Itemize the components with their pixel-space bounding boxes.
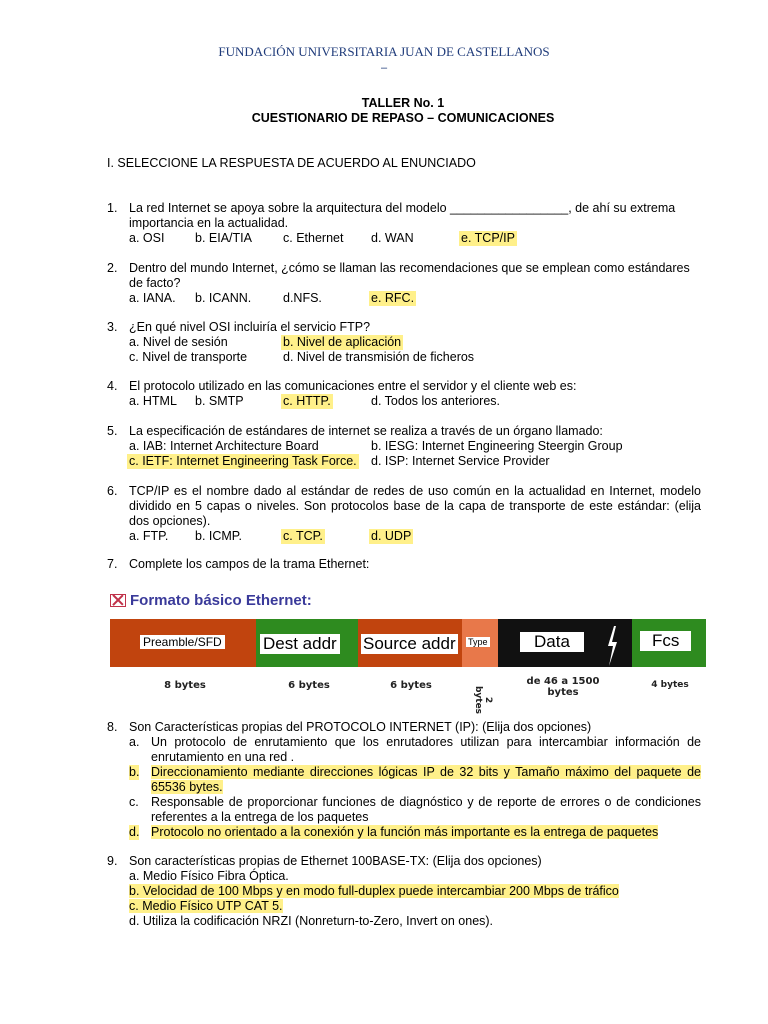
question-7 <box>107 557 701 572</box>
option-a: a. OSI <box>129 231 165 245</box>
option-e-answer: e. RFC. <box>371 291 415 305</box>
option-a: a. HTML <box>129 394 177 408</box>
option-d: d. Nivel de transmisión de ficheros <box>283 350 475 364</box>
question-number: 6. <box>107 484 118 498</box>
option-a: a. IANA. <box>129 291 176 305</box>
option-c: c. Responsable de proporcionar funciones de diagnóstico y de reporte de errores o de condiciones referentes a la entrega de los paquetes <box>129 795 701 824</box>
field-label-type: Type <box>468 637 488 647</box>
option-b: b. EIA/TIA <box>195 231 252 245</box>
frame-field-type <box>462 619 498 667</box>
option-b-answer: b. Velocidad de 100 Mbps y en modo full-duplex puede intercambiar 200 Mbps de tráfico <box>129 884 619 898</box>
option-d-answer: d. UDP <box>371 529 412 543</box>
question-number: 9. <box>107 854 118 868</box>
frame-field-preamble <box>110 619 256 667</box>
option-a: a. Un protocolo de enrutamiento que los enrutadores utilizan para intercambiar información de enrutamiento en una red . <box>129 735 701 764</box>
question-text: La especificación de estándares de internet se realiza a través de un órgano llamado: <box>129 424 603 438</box>
question-number: 3. <box>107 320 118 334</box>
question-text: TCP/IP es el nombre dado al estándar de redes de uso común en la actualidad en Internet, modelo dividido en 5 capas o niveles. Son protocolos base de la capa de transporte de este estándar: (elija dos opciones). <box>129 484 701 528</box>
size-dest: 6 bytes <box>288 680 330 691</box>
option-c-answer: c. HTTP. <box>283 394 331 408</box>
header-dash: – <box>380 62 388 74</box>
answer-blank: _________________ <box>450 201 569 215</box>
option-a: a. Medio Físico Fibra Óptica. <box>129 869 289 883</box>
question-number: 4. <box>107 379 118 393</box>
question-text: Complete los campos de la trama Ethernet: <box>129 557 370 571</box>
document-subtitle: CUESTIONARIO DE REPASO – COMUNICACIONES <box>251 111 555 125</box>
question-2 <box>107 261 701 306</box>
options-row <box>129 291 701 306</box>
option-e-answer: e. TCP/IP <box>461 231 515 245</box>
option-c-answer: c. TCP. <box>283 529 323 543</box>
ethernet-frame-diagram <box>110 619 706 667</box>
option-d: d. Todos los anteriores. <box>371 394 501 408</box>
ethernet-figure-title: Formato básico Ethernet: <box>110 592 312 609</box>
options-row <box>129 231 701 246</box>
field-label-preamble: Preamble/SFD <box>140 635 225 649</box>
lightning-break-icon <box>606 626 618 666</box>
frame-field-source <box>358 619 462 667</box>
options-row <box>129 335 701 350</box>
option-c: c. Ethernet <box>283 231 344 245</box>
ethernet-field-sizes <box>110 676 706 715</box>
option-d: d. Utiliza la codificación NRZI (Nonreturn-to-Zero, Invert on ones). <box>129 914 494 928</box>
option-d-answer: d. Protocolo no orientado a la conexión y la función más importante es la entrega de paquetes <box>129 825 659 839</box>
question-text: Son Características propias del PROTOCOLO INTERNET (IP): (Elija dos opciones) <box>129 720 592 734</box>
question-9 <box>107 854 701 929</box>
question-text: Son características propias de Ethernet 100BASE-TX: (Elija dos opciones) <box>129 854 542 868</box>
option-b: b. SMTP <box>195 394 244 408</box>
option-d: d. ISP: Internet Service Provider <box>371 454 550 468</box>
frame-field-data <box>498 619 632 667</box>
size-preamble: 8 bytes <box>164 680 206 691</box>
document-title: TALLER No. 1 <box>361 96 445 110</box>
institution-header: FUNDACIÓN UNIVERSITARIA JUAN DE CASTELLANOS <box>218 44 550 59</box>
option-b: b. IESG: Internet Engineering Steergin Group <box>371 439 623 453</box>
option-c-answer: c. IETF: Internet Engineering Task Force. <box>129 454 357 468</box>
question-5 <box>107 424 701 469</box>
question-number: 2. <box>107 261 118 275</box>
options-row <box>129 439 701 454</box>
question-4 <box>107 379 701 409</box>
question-3 <box>107 320 701 365</box>
question-text: La red Internet se apoya sobre la arquitectura del modelo _________________, de ahí su extrema <box>129 201 676 215</box>
options-row <box>129 350 701 365</box>
option-c: c. Nivel de transporte <box>129 350 248 364</box>
question-number: 5. <box>107 424 118 438</box>
option-a: a. IAB: Internet Architecture Board <box>129 439 319 453</box>
question-1 <box>107 201 701 246</box>
question-text: El protocolo utilizado en las comunicaciones entre el servidor y el cliente web es: <box>129 379 577 393</box>
options-row <box>129 394 701 409</box>
size-fcs: 4 bytes <box>651 680 689 690</box>
option-b: b. ICANN. <box>195 291 252 305</box>
option-b-answer: b. Nivel de aplicación <box>283 335 402 349</box>
option-b-answer: b. Direccionamiento mediante direcciones lógicas IP de 32 bits y Tamaño máximo del paquete de 65536 bytes. <box>129 765 701 794</box>
field-label-source: Source addr <box>363 634 456 653</box>
question-6 <box>107 484 701 544</box>
question-number: 7. <box>107 557 118 571</box>
question-8 <box>107 720 701 840</box>
question-number: 8. <box>107 720 118 734</box>
field-label-dest: Dest addr <box>260 634 340 654</box>
close-box-icon <box>110 594 126 607</box>
option-c-answer: c. Medio Físico UTP CAT 5. <box>129 899 283 913</box>
frame-field-fcs <box>632 619 706 667</box>
question-text: Dentro del mundo Internet, ¿cómo se llaman las recomendaciones que se emplean como estándares de facto? <box>129 261 690 290</box>
size-source: 6 bytes <box>390 680 432 691</box>
frame-field-dest <box>256 619 358 667</box>
option-a: a. Nivel de sesión <box>129 335 228 349</box>
section-heading: I. SELECCIONE LA RESPUESTA DE ACUERDO AL ENUNCIADO <box>107 156 476 170</box>
field-label-fcs: Fcs <box>640 631 691 651</box>
option-b: b. ICMP. <box>195 529 243 543</box>
question-text: ¿En qué nivel OSI incluiría el servicio FTP? <box>129 320 371 334</box>
option-a: a. FTP. <box>129 529 169 543</box>
question-number: 1. <box>107 201 118 215</box>
options-row <box>129 454 701 469</box>
option-d: d. WAN <box>371 231 414 245</box>
size-data: de 46 a 1500 bytes <box>526 676 600 698</box>
options-row <box>129 529 701 544</box>
size-type: 2 bytes <box>473 685 493 715</box>
question-text-continued: importancia en la actualidad. <box>129 216 289 230</box>
option-d: d.NFS. <box>283 291 322 305</box>
field-label-data: Data <box>520 632 584 652</box>
